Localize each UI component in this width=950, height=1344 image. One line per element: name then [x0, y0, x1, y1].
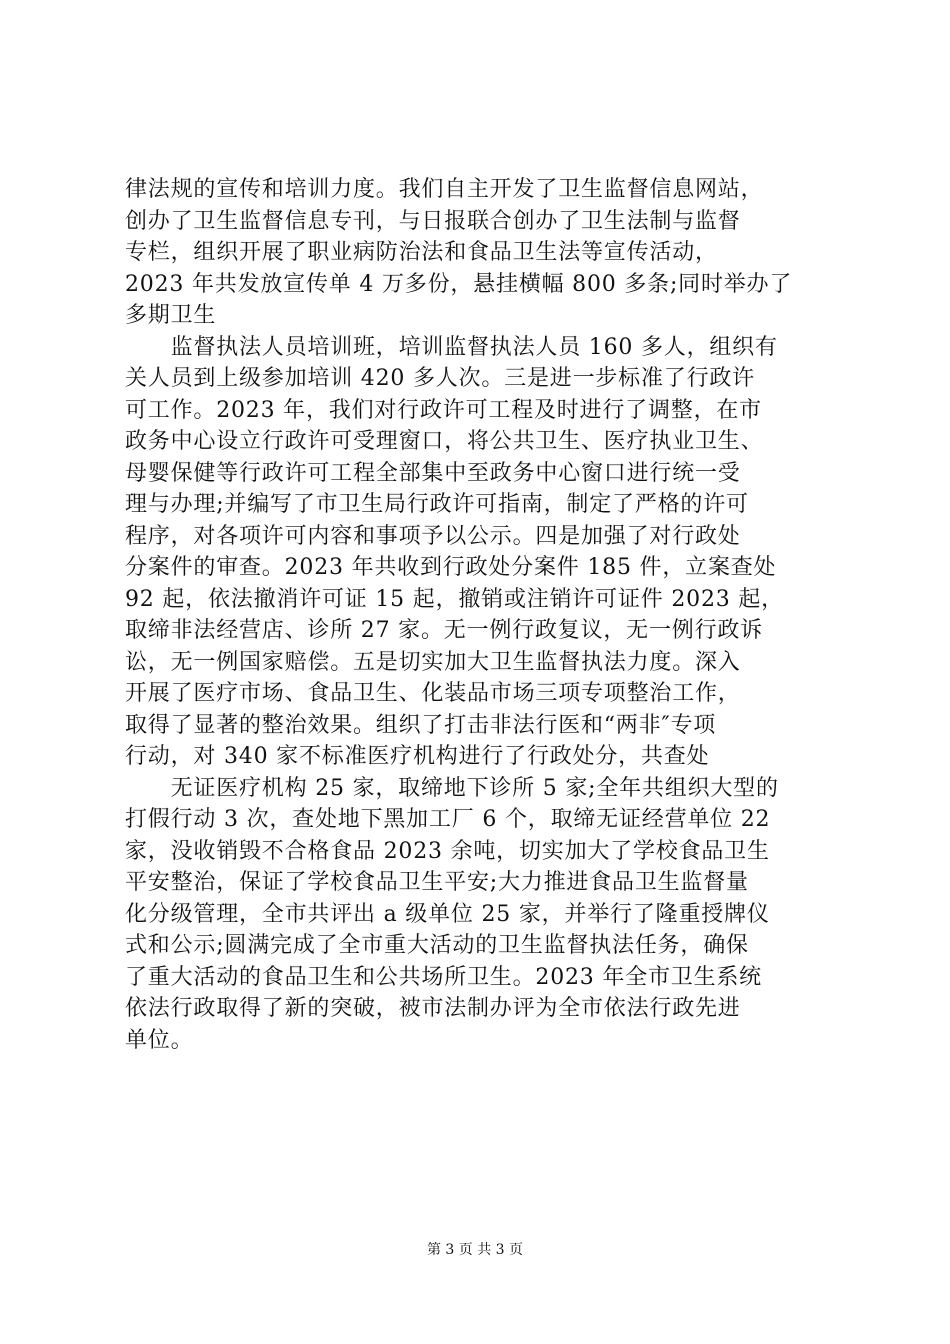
text-line: 行动，对 340 家不标准医疗机构进行了行政处分，共查处 [125, 744, 710, 769]
text-line: 专栏，组织开展了职业病防治法和食品卫生法等宣传活动， [125, 240, 718, 265]
text-line: 2023 年共发放宣传单 4 万多份，悬挂横幅 800 多条;同时举办了 [125, 271, 793, 297]
text-line: 平安整治，保证了学校食品卫生平安;大力推进食品卫生监督量 [125, 870, 749, 895]
text-line: 取得了显著的整治效果。组织了打击非法行医和“两非″专项 [125, 712, 717, 738]
text-line: 讼，无一例国家赔偿。五是切实加大卫生监督执法力度。深入 [125, 649, 741, 675]
text-line: 母婴保健等行政许可工程全部集中至政务中心窗口进行统一受 [125, 460, 741, 486]
text-line: 家，没收销毁不合格食品 2023 余吨，切实加大了学校食品卫生 [125, 838, 770, 864]
text-line: 取缔非法经营店、诊所 27 家。无一例行政复议，无一例行政诉 [125, 618, 763, 643]
body-text [125, 174, 825, 1056]
text-line: 律法规的宣传和培训力度。我们自主开发了卫生监督信息网站， [125, 177, 764, 202]
text-line: 打假行动 3 次，查处地下黑加工厂 6 个，取缔无证经营单位 22 [125, 807, 771, 832]
text-line: 关人员到上级参加培训 420 多人次。三是进一步标准了行政许 [125, 366, 755, 391]
text-line: 多期卫生 [125, 303, 217, 328]
text-line: 92 起，依法撤消许可证 15 起，撤销或注销许可证件 2023 起， [125, 586, 784, 612]
text-line: 无证医疗机构 25 家，取缔地下诊所 5 家;全年共组织大型的 [125, 775, 779, 801]
text-line: 政务中心设立行政许可受理窗口，将公共卫生、医疗执业卫生、 [125, 429, 764, 454]
text-line: 分案件的审查。2023 年共收到行政处分案件 185 件，立案查处 [125, 555, 777, 580]
text-line: 化分级管理，全市共评出 a 级单位 25 家，并举行了隆重授牌仪 [125, 901, 770, 927]
text-line: 创办了卫生监督信息专刊，与日报联合创办了卫生法制与监督 [125, 208, 741, 234]
text-line: 了重大活动的食品卫生和公共场所卫生。2023 年全市卫生系统 [125, 964, 762, 990]
text-line: 可工作。2023 年，我们对行政许可工程及时进行了调整，在市 [125, 397, 762, 423]
text-line: 开展了医疗市场、食品卫生、化装品市场三项专项整治工作， [125, 681, 741, 706]
text-line: 式和公示;圆满完成了全市重大活动的卫生监督执法任务，确保 [125, 933, 749, 958]
page-footer: 第 3 页 共 3 页 [426, 1242, 524, 1258]
text-line: 依法行政取得了新的突破，被市法制办评为全市依法行政先进 [125, 996, 741, 1021]
text-line: 监督执法人员培训班，培训监督执法人员 160 多人，组织有 [125, 334, 778, 360]
text-line: 程序，对各项许可内容和事项予以公示。四是加强了对行政处 [125, 523, 741, 549]
text-line: 理与办理;并编写了市卫生局行政许可指南，制定了严格的许可 [125, 492, 749, 517]
text-line: 单位。 [125, 1027, 194, 1053]
